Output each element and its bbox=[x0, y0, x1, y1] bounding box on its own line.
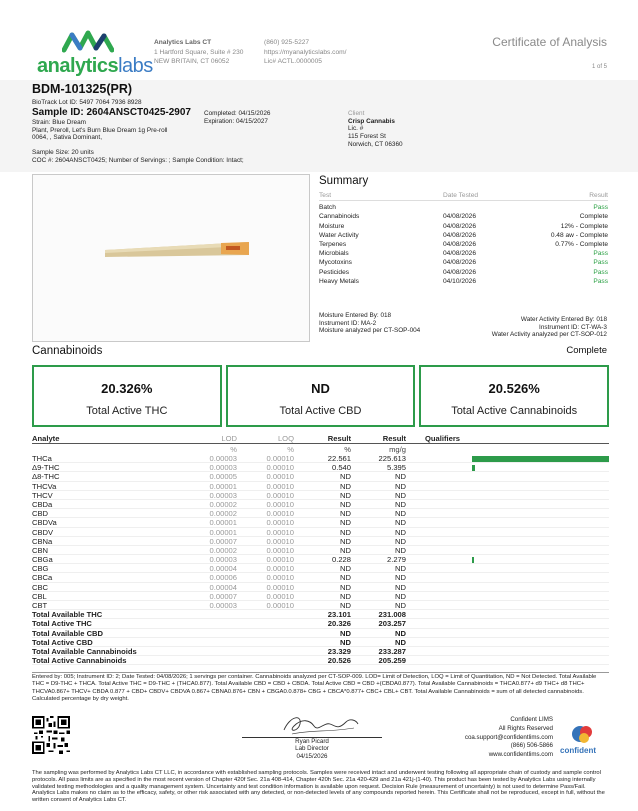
analyte-pct: ND bbox=[340, 472, 351, 482]
total-name: Total Active CBD bbox=[32, 637, 93, 647]
total-mg: ND bbox=[395, 637, 406, 647]
analyte-lod: 0.00003 bbox=[209, 463, 237, 473]
analyte-pct: ND bbox=[340, 573, 351, 583]
total-pct: ND bbox=[340, 637, 351, 647]
summary-row bbox=[319, 231, 608, 240]
analyte-row bbox=[32, 555, 609, 564]
summary-test: Water Activity bbox=[319, 231, 359, 239]
analyte-loq: 0.00010 bbox=[266, 499, 294, 509]
summary-date bbox=[443, 203, 523, 212]
analyte-name: CBDa bbox=[32, 499, 53, 509]
total-pct: ND bbox=[340, 628, 351, 638]
summary-date: 04/08/2026 bbox=[443, 222, 477, 230]
analyte-mg: ND bbox=[395, 582, 406, 592]
summary-test: Pesticides bbox=[319, 268, 350, 276]
analyte-mg: ND bbox=[395, 536, 406, 546]
analyte-bar bbox=[472, 456, 609, 462]
summary-row bbox=[319, 277, 608, 286]
analyte-lod: 0.00003 bbox=[209, 454, 237, 463]
summary-date: 04/08/2026 bbox=[443, 231, 477, 239]
analyte-loq: 0.00010 bbox=[266, 472, 294, 482]
summary-row bbox=[319, 240, 608, 249]
sample-size: Sample Size: 20 units COC #: 2604ANSCT0425; Number of Servings: ; Sample Condition: Intact; bbox=[32, 149, 244, 164]
analyte-name: Δ8-THC bbox=[32, 472, 60, 482]
disclaimer-text: The sampling was performed by Analytics Labs CT LLC, in accordance with established sampling protocols. Samples were received intact and underwent testing following all appropriate chain of custody and sample control protocols. All pass limits are as specified in the most recent version of Chapter 420f Sec. 21a 408-414, Chapter 420h Sec. 21a 420-429 and 21a 421j-(1-40). This product has been tested by Analytics Labs using internally validated testing methodologies and a quality management system. Uncertainty and test condition information is available upon request. Decision Rule (measurement of uncertainty) is not used to determine Pass/Fail. Analytics Labs makes no claim as to the efficacy, safety, or other risk associated with any detected, or non-detected levels of any compounds reported herein. This Certificate shall not be reproduced, except in full, without the written consent of Analytics Labs CT. bbox=[32, 770, 605, 804]
page-number: 1 of 5 bbox=[591, 64, 607, 70]
analyte-loq: 0.00010 bbox=[266, 518, 294, 528]
analyte-loq: 0.00010 bbox=[266, 481, 294, 491]
analyte-name: THCa bbox=[32, 454, 52, 463]
summary-test: Heavy Metals bbox=[319, 277, 359, 285]
analyte-mg: ND bbox=[395, 472, 406, 482]
total-active-thc-box: 20.326% Total Active THC bbox=[32, 365, 222, 427]
total-mg: ND bbox=[395, 628, 406, 638]
total-row bbox=[32, 647, 609, 656]
analyte-pct: 0.228 bbox=[331, 555, 351, 565]
analyte-pct: ND bbox=[340, 536, 351, 546]
batch-id: BDM-101325(PR) bbox=[32, 82, 133, 96]
lab-address: Analytics Labs CT 1 Hartford Square, Suite # 230 NEW BRITAIN, CT 06052 bbox=[154, 39, 244, 65]
summary-result: Complete bbox=[579, 213, 608, 221]
analyte-loq: 0.00010 bbox=[266, 601, 294, 610]
summary-row bbox=[319, 222, 608, 231]
total-pct: 20.326 bbox=[327, 619, 351, 629]
summary-date: 04/08/2026 bbox=[443, 259, 477, 267]
total-row bbox=[32, 629, 609, 638]
analyte-loq: 0.00010 bbox=[266, 545, 294, 555]
analyte-mg: 2.279 bbox=[386, 555, 406, 565]
summary-test: Moisture bbox=[319, 222, 345, 230]
analyte-loq: 0.00010 bbox=[266, 573, 294, 583]
analyte-lod: 0.00004 bbox=[209, 564, 237, 574]
analyte-loq: 0.00010 bbox=[266, 463, 294, 473]
analyte-lod: 0.00001 bbox=[209, 527, 237, 537]
analyte-name: THCV bbox=[32, 490, 53, 500]
lims-contact: Confident LIMS All Rights Reserved coa.support@confidentlims.com (866) 506-5866 www.confidentlims.com bbox=[464, 716, 553, 759]
product-photo bbox=[32, 174, 310, 342]
analyte-mg: ND bbox=[395, 499, 406, 509]
analyte-row bbox=[32, 472, 609, 481]
confident-lims-wordmark: confident bbox=[560, 746, 596, 755]
analyte-mg: ND bbox=[395, 601, 406, 610]
total-row bbox=[32, 619, 609, 628]
logo-wordmark: analyticslabs bbox=[37, 55, 153, 77]
analyte-pct: ND bbox=[340, 527, 351, 537]
analyte-lod: 0.00005 bbox=[209, 472, 237, 482]
moisture-notes: Moisture Entered By: 018 Instrument ID: MA-2 Moisture analyzed per CT-SOP-004 bbox=[319, 312, 421, 335]
analyte-name: THCVa bbox=[32, 481, 57, 491]
analyte-mg: 5.395 bbox=[386, 463, 406, 473]
summary-result: Pass bbox=[593, 268, 608, 276]
summary-date: 04/10/2026 bbox=[443, 277, 477, 285]
summary-test: Batch bbox=[319, 204, 336, 212]
analyte-mg: ND bbox=[395, 490, 406, 500]
sample-id: Sample ID: 2604ANSCT0425-2907 bbox=[32, 107, 191, 118]
analyte-loq: 0.00010 bbox=[266, 490, 294, 500]
summary-result: 0.48 aw - Complete bbox=[550, 231, 608, 239]
analyte-mg: ND bbox=[395, 564, 406, 574]
analyte-loq: 0.00010 bbox=[266, 564, 294, 574]
analyte-loq: 0.00010 bbox=[266, 582, 294, 592]
summary-result: Pass bbox=[593, 277, 608, 285]
analyte-row bbox=[32, 500, 609, 509]
summary-date: 04/08/2026 bbox=[443, 241, 477, 249]
summary-row bbox=[319, 249, 608, 258]
analyte-pct: ND bbox=[340, 591, 351, 601]
analyte-loq: 0.00010 bbox=[266, 536, 294, 546]
analyte-name: CBG bbox=[32, 564, 49, 574]
analyte-bar bbox=[472, 465, 475, 471]
analyte-pct: ND bbox=[340, 499, 351, 509]
analyte-row bbox=[32, 592, 609, 601]
summary-row bbox=[319, 212, 608, 221]
analyte-name: CBDV bbox=[32, 527, 54, 537]
summary-result: 12% - Complete bbox=[560, 222, 608, 230]
analyte-row bbox=[32, 564, 609, 573]
analyte-row bbox=[32, 509, 609, 518]
analyte-mg: ND bbox=[395, 527, 406, 537]
analyte-mg: ND bbox=[395, 509, 406, 519]
signer-block: Ryan Picard Lab Director 04/15/2026 bbox=[295, 738, 329, 760]
total-pct: 20.526 bbox=[327, 656, 351, 666]
analyte-pct: ND bbox=[340, 518, 351, 528]
analyte-mg: ND bbox=[395, 545, 406, 555]
summary-header-row: Test Date Tested Result bbox=[319, 191, 608, 201]
cannabinoids-title: Cannabinoids bbox=[32, 345, 103, 357]
summary-date: 04/08/2026 bbox=[443, 250, 477, 258]
total-pct: 23.329 bbox=[327, 646, 351, 656]
analyte-name: CBGa bbox=[32, 555, 53, 565]
analyte-mg: ND bbox=[395, 518, 406, 528]
analyte-loq: 0.00010 bbox=[266, 454, 294, 463]
summary-test: Mycotoxins bbox=[319, 259, 352, 267]
analyte-name: CBNa bbox=[32, 536, 53, 546]
biotrack-lot-id: BioTrack Lot ID: 5497 7064 7936 8928 bbox=[32, 99, 142, 106]
lab-contact: (860) 925-5227 https://myanalyticslabs.com/ Lic# ACTL.0000005 bbox=[264, 39, 347, 65]
analyte-bar bbox=[472, 557, 474, 563]
sample-dates: Completed: 04/15/2026 Expiration: 04/15/2027 bbox=[204, 110, 271, 125]
analyte-pct: ND bbox=[340, 545, 351, 555]
analyte-name: CBN bbox=[32, 545, 49, 555]
analyte-lod: 0.00001 bbox=[209, 481, 237, 491]
total-mg: 205.259 bbox=[378, 656, 406, 666]
analyte-pct: 22.561 bbox=[327, 454, 351, 463]
total-name: Total Available Cannabinoids bbox=[32, 646, 137, 656]
analyte-mg: ND bbox=[395, 573, 406, 583]
analyte-row bbox=[32, 537, 609, 546]
summary-result: Pass bbox=[593, 204, 608, 212]
analyte-name: CBC bbox=[32, 582, 49, 592]
analyte-table-body bbox=[32, 454, 609, 665]
analyte-pct: ND bbox=[340, 564, 351, 574]
analyte-loq: 0.00010 bbox=[266, 591, 294, 601]
total-row bbox=[32, 610, 609, 619]
analyte-mg: ND bbox=[395, 481, 406, 491]
analyte-mg: ND bbox=[395, 591, 406, 601]
analyte-name: CBT bbox=[32, 601, 48, 610]
cannabinoid-notes: Entered by: 005; Instrument ID: 2; Date Tested: 04/08/2026; 1 servings per container. Cannabinoids analyzed per CT-SOP-009. LOD= Limit of Detection, LOQ = Limit of Quantitation, ND = Not Detected. Total Available THC = D9-THC + THCA. Total Active THC = D9-THC + (THCA0.877). Total Available CBD = CBD + CBDA. Total Active CBD = CBD +(CBDA0.877). Total Available Cannabinoids = THCA0.877+ d9 THC+ d8 THC+ THCVA0.867+ THCV+ CBDA 0.877 + CBD+ CBDV+ CBDVA 0.867+ CBNA0.876+ CBN + CBGA0.0.878+ CBG + CBCA*0.877+ CBC+ CBL+ CBT. Total Available Cannabinoids = sum of all detected cannabinoids. Calculated percentage by dry weight. bbox=[32, 672, 609, 703]
total-mg: 203.257 bbox=[378, 619, 406, 629]
total-active-cannabinoids-box: 20.526% Total Active Cannabinoids bbox=[419, 365, 609, 427]
lims-website-link[interactable]: www.confidentlims.com bbox=[488, 751, 553, 759]
total-name: Total Active Cannabinoids bbox=[32, 656, 127, 666]
total-name: Total Active THC bbox=[32, 619, 92, 629]
analyte-row bbox=[32, 463, 609, 472]
summary-test: Microbials bbox=[319, 250, 349, 258]
lab-website-link[interactable]: https://myanalyticslabs.com/ bbox=[264, 48, 347, 56]
total-name: Total Available THC bbox=[32, 610, 103, 620]
cannabinoid-total-boxes bbox=[32, 365, 609, 427]
total-pct: 23.101 bbox=[327, 610, 351, 620]
summary-result: Pass bbox=[593, 250, 608, 258]
analyte-row bbox=[32, 528, 609, 537]
summary-test: Terpenes bbox=[319, 241, 347, 249]
analyte-lod: 0.00003 bbox=[209, 555, 237, 565]
analyte-mg: 225.613 bbox=[378, 454, 406, 463]
total-row bbox=[32, 656, 609, 665]
analyte-lod: 0.00007 bbox=[209, 591, 237, 601]
analyte-row bbox=[32, 491, 609, 500]
analyte-lod: 0.00002 bbox=[209, 509, 237, 519]
pre-roll-image bbox=[33, 175, 309, 341]
strain-info: Strain: Blue Dream Plant, Preroll, Let's Burn Blue Dream 1g Pre-roll 0064, , Sativa Dominant, bbox=[32, 119, 168, 142]
analyte-lod: 0.00007 bbox=[209, 536, 237, 546]
analyte-pct: ND bbox=[340, 601, 351, 610]
analyte-loq: 0.00010 bbox=[266, 509, 294, 519]
analyte-lod: 0.00002 bbox=[209, 499, 237, 509]
analyte-pct: ND bbox=[340, 490, 351, 500]
analyte-row bbox=[32, 454, 609, 463]
analyte-row bbox=[32, 573, 609, 582]
analyte-loq: 0.00010 bbox=[266, 555, 294, 565]
summary-row bbox=[319, 258, 608, 267]
analyte-lod: 0.00003 bbox=[209, 601, 237, 610]
analyte-pct: ND bbox=[340, 582, 351, 592]
summary-row bbox=[319, 203, 608, 212]
analyte-lod: 0.00001 bbox=[209, 518, 237, 528]
total-mg: 231.008 bbox=[378, 610, 406, 620]
total-row bbox=[32, 638, 609, 647]
analyte-table-header: Analyte LOD LOQ Result Result Qualifiers bbox=[32, 434, 609, 444]
summary-result: Pass bbox=[593, 259, 608, 267]
analyte-name: CBL bbox=[32, 591, 47, 601]
total-active-cbd-box: ND Total Active CBD bbox=[226, 365, 416, 427]
summary-test: Cannabinoids bbox=[319, 213, 360, 221]
summary-date: 04/08/2026 bbox=[443, 213, 477, 221]
analyte-row bbox=[32, 482, 609, 491]
analyte-lod: 0.00004 bbox=[209, 582, 237, 592]
analyte-lod: 0.00002 bbox=[209, 545, 237, 555]
water-activity-notes: Water Activity Entered By: 018 Instrument ID: CT-WA-3 Water Activity analyzed per CT-SOP-012 bbox=[491, 316, 607, 339]
analyte-pct: ND bbox=[340, 509, 351, 519]
analyte-row bbox=[32, 546, 609, 555]
analyte-units-row: % % % mg/g bbox=[230, 445, 406, 454]
analyte-row bbox=[32, 601, 609, 610]
summary-panel bbox=[319, 175, 608, 286]
analyte-name: Δ9-THC bbox=[32, 463, 60, 473]
document-title: Certificate of Analysis bbox=[492, 35, 607, 49]
analyte-name: CBCa bbox=[32, 573, 53, 583]
analyte-row bbox=[32, 583, 609, 592]
analyte-name: CBD bbox=[32, 509, 49, 519]
summary-result: 0.77% - Complete bbox=[555, 241, 608, 249]
analyte-loq: 0.00010 bbox=[266, 527, 294, 537]
analyte-name: CBDVa bbox=[32, 518, 57, 528]
analyte-pct: 0.540 bbox=[331, 463, 351, 473]
summary-row bbox=[319, 268, 608, 277]
lims-email-link[interactable]: coa.support@confidentlims.com bbox=[464, 733, 553, 741]
analyte-lod: 0.00003 bbox=[209, 490, 237, 500]
report-header bbox=[0, 0, 638, 80]
total-mg: 233.287 bbox=[378, 646, 406, 656]
qr-code-icon[interactable] bbox=[32, 716, 70, 754]
total-name: Total Available CBD bbox=[32, 628, 104, 638]
analytics-labs-logo-icon bbox=[62, 30, 114, 54]
signature-image bbox=[280, 712, 360, 738]
summary-title: Summary bbox=[319, 175, 369, 187]
analyte-row bbox=[32, 518, 609, 527]
analyte-pct: ND bbox=[340, 481, 351, 491]
client-info: Client Crisp Cannabis Lic. # 115 Forest St Norwich, CT 06360 bbox=[348, 110, 403, 148]
analyte-lod: 0.00006 bbox=[209, 573, 237, 583]
summary-date: 04/08/2026 bbox=[443, 268, 477, 276]
cannabinoids-status: Complete bbox=[566, 345, 607, 356]
